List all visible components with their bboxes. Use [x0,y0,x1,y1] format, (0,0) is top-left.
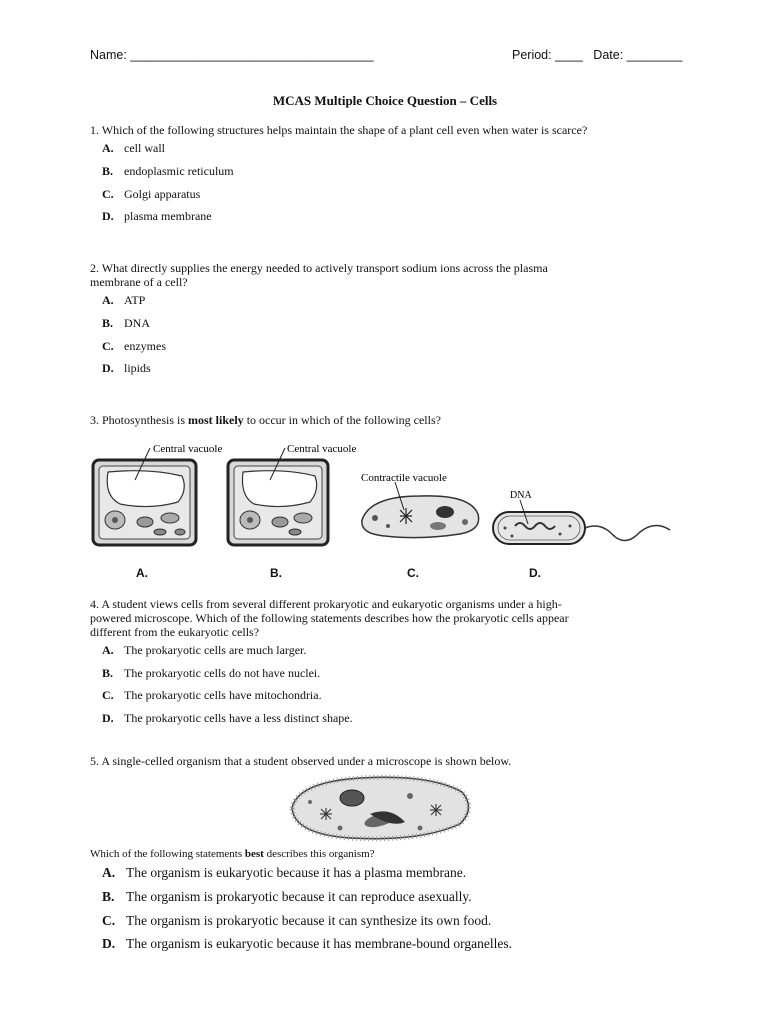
q5-option-a-text: The organism is eukaryotic because it has a plasma membrane. [126,865,467,880]
q3-text-pre: 3. Photosynthesis is [90,413,189,427]
bacterium-cell-d-image [493,500,670,544]
q1-option-c-text: Golgi apparatus [124,187,201,201]
q1-option-b-letter: B. [102,164,114,178]
question-4-line-3: different from the eukaryotic cells? [90,625,260,639]
period-date-label: Period: ____ Date: ________ [512,48,683,62]
q3-choice-a[interactable]: A. [136,566,148,580]
q5-option-b[interactable] [102,889,472,905]
q1-option-d-text: plasma membrane [124,209,212,223]
q1-option-b-text: endoplasmic reticulum [124,164,234,178]
q2-option-d-letter: D. [102,361,114,375]
q1-option-a-letter: A. [102,141,114,155]
protist-cell-c-image [362,482,479,538]
q2-option-c[interactable] [102,339,166,354]
label-central-vacuole-1: Central vacuole [153,443,223,455]
q4-option-d-letter: D. [102,711,114,725]
q2-option-a-text: ATP [124,293,146,307]
q1-option-d[interactable] [102,209,212,224]
q5-option-c[interactable] [102,913,491,929]
question-1-text: 1. Which of the following structures helps maintain the shape of a plant cell even when water is scarce? [90,123,588,137]
question-3-text [90,413,441,428]
q1-option-b[interactable] [102,164,234,179]
q1-option-a[interactable] [102,141,165,156]
q4-option-c-letter: C. [102,688,114,702]
q3-text-post: to occur in which of the following cells? [243,413,441,427]
q1-option-c-letter: C. [102,187,114,201]
q5-option-d-letter: D. [102,936,116,951]
q2-option-d[interactable] [102,361,151,376]
question-2-line-2: membrane of a cell? [90,275,188,289]
q5-option-b-text: The organism is prokaryotic because it can reproduce asexually. [126,889,472,904]
q5-option-a[interactable] [102,865,466,881]
label-dna: DNA [510,490,532,501]
q5-option-d-text: The organism is eukaryotic because it has membrane-bound organelles. [126,936,513,951]
question-4-line-2: powered microscope. Which of the following statements describes how the prokaryotic cells appear [90,611,569,625]
question-4-line-1: 4. A student views cells from several different prokaryotic and eukaryotic organisms under a high- [90,597,562,611]
q4-option-c-text: The prokaryotic cells have mitochondria. [124,688,322,702]
q3-choice-d[interactable]: D. [529,566,541,580]
label-contractile-vacuole: Contractile vacuole [361,472,447,484]
plant-cell-b-image [228,448,328,545]
q5-option-c-letter: C. [102,913,116,928]
q2-option-c-letter: C. [102,339,114,353]
q2-option-a[interactable] [102,293,145,308]
q5-prompt-emphasis: best [244,848,264,860]
q3-choice-b[interactable]: B. [270,566,282,580]
q3-text-emphasis: most likely [188,413,244,427]
q4-option-a[interactable] [102,643,306,658]
q3-choice-c[interactable]: C. [407,566,419,580]
q4-option-d-text: The prokaryotic cells have a less distinct shape. [124,711,353,725]
q4-option-d[interactable] [102,711,353,726]
q4-option-b-text: The prokaryotic cells do not have nuclei. [124,666,321,680]
paramecium-image [280,770,480,845]
q4-option-b-letter: B. [102,666,114,680]
q1-option-a-text: cell wall [124,141,165,155]
cells-diagram [0,430,770,590]
question-5-text: 5. A single-celled organism that a student observed under a microscope is shown below. [90,754,512,768]
q2-option-b-text: DNA [124,316,150,330]
page-title: MCAS Multiple Choice Question – Cells [272,93,498,108]
q2-option-d-text: lipids [124,361,151,375]
q5-prompt-post: describes this organism? [263,848,375,860]
q5-prompt [90,848,375,860]
q2-option-a-letter: A. [102,293,114,307]
name-field-label: Name: ___________________________________ [90,48,374,62]
q5-prompt-pre: Which of the following statements [90,848,245,860]
q2-option-c-text: enzymes [124,339,166,353]
label-central-vacuole-2: Central vacuole [287,443,357,455]
q5-option-a-letter: A. [102,865,116,880]
q4-option-b[interactable] [102,666,320,681]
q2-option-b[interactable] [102,316,150,331]
plant-cell-a-image [93,448,196,545]
q5-option-b-letter: B. [102,889,115,904]
q4-option-a-text: The prokaryotic cells are much larger. [124,643,307,657]
q2-option-b-letter: B. [102,316,114,330]
q5-option-d[interactable] [102,936,512,952]
q1-option-c[interactable] [102,187,200,202]
q4-option-a-letter: A. [102,643,114,657]
q5-option-c-text: The organism is prokaryotic because it can synthesize its own food. [126,913,492,928]
q4-option-c[interactable] [102,688,322,703]
q1-option-d-letter: D. [102,209,114,223]
question-2-line-1: 2. What directly supplies the energy needed to actively transport sodium ions across the plasma [90,261,548,275]
